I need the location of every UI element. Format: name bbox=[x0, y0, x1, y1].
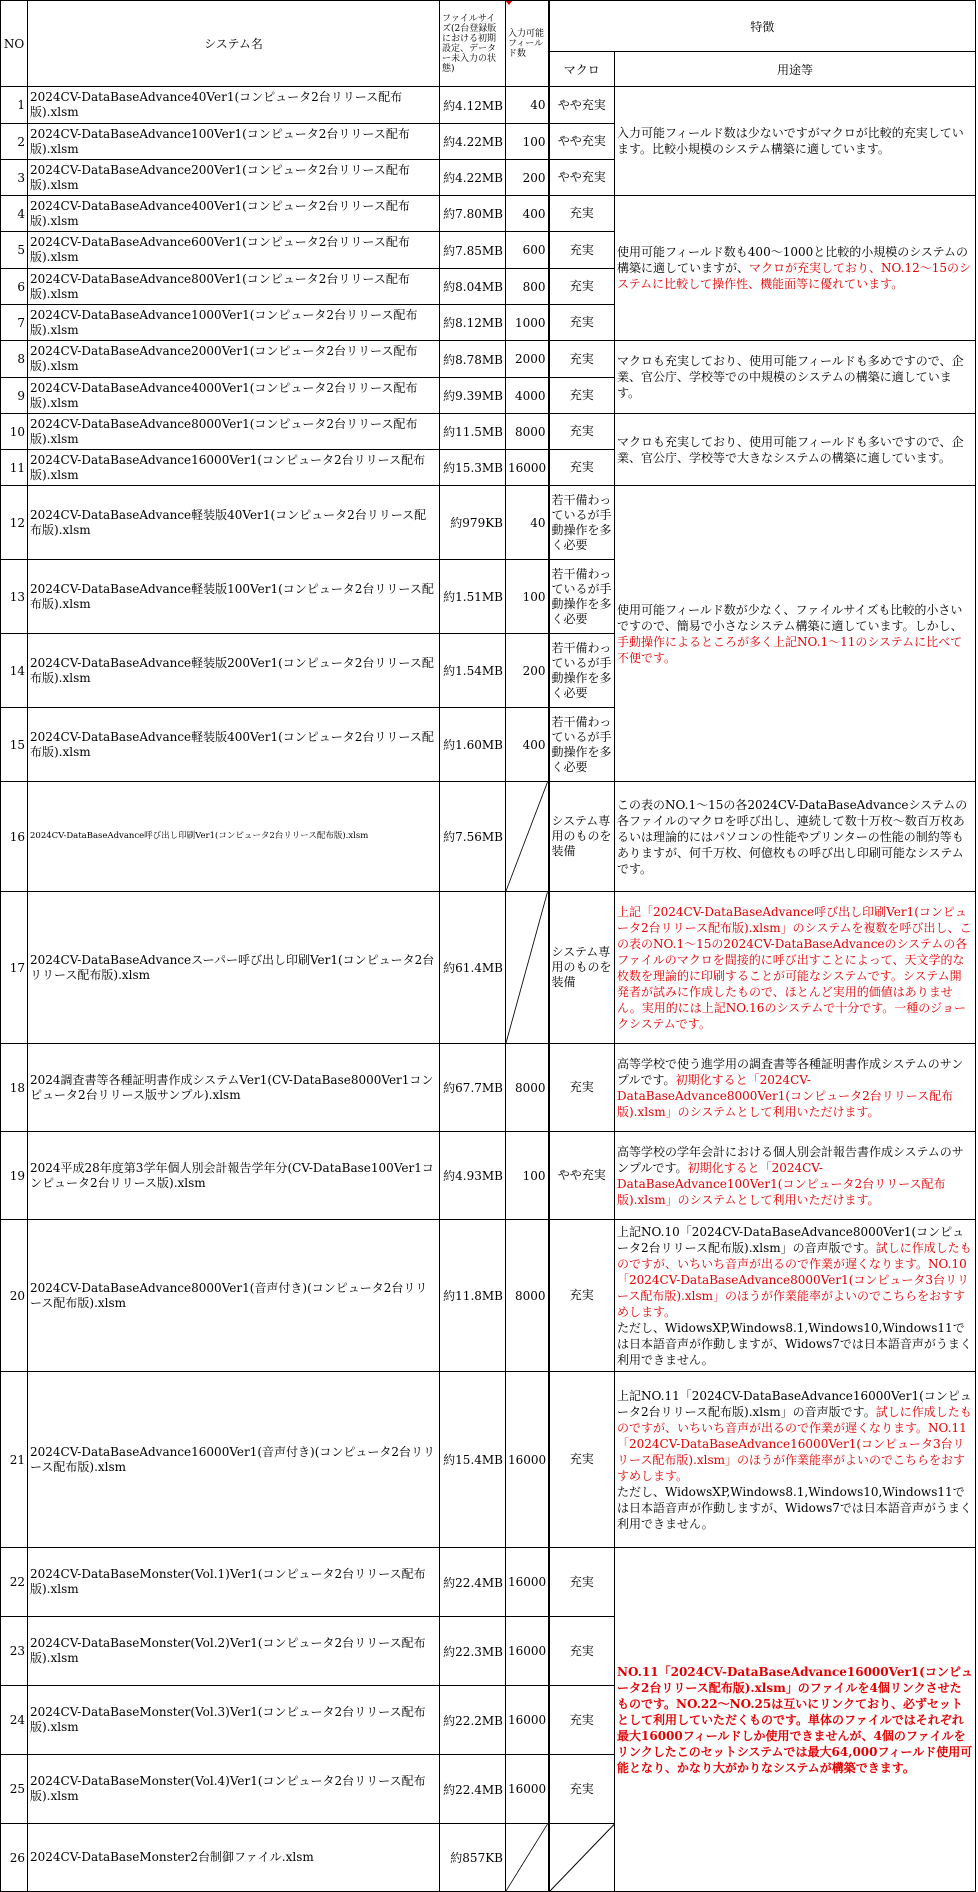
macro-level: 充実 bbox=[549, 1686, 615, 1755]
field-count: 200 bbox=[506, 160, 549, 196]
macro-level: 充実 bbox=[549, 1755, 615, 1824]
file-size: 約1.51MB bbox=[440, 560, 506, 634]
usage-row-21 bbox=[615, 1372, 976, 1548]
row-no: 9 bbox=[1, 378, 28, 414]
field-count: 8000 bbox=[506, 414, 549, 450]
system-name: 2024CV-DataBaseMonster(Vol.2)Ver1(コンピュータ2台リリース配布版).xlsm bbox=[28, 1617, 440, 1686]
usage-text: 高等学校で使う進学用の調査書等各種証明書作成システムのサンプルです。 bbox=[617, 1056, 964, 1087]
macro-level: 充実 bbox=[549, 414, 615, 450]
field-count: 16000 bbox=[506, 450, 549, 486]
usage-text: 上記NO.11「2024CV-DataBaseAdvance16000Ver1(コンピュータ2台リリース配布版).xlsm」の音声版です。 bbox=[617, 1388, 972, 1419]
row-no: 10 bbox=[1, 414, 28, 450]
macro-level: 充実 bbox=[549, 1220, 615, 1372]
system-name: 2024CV-DataBaseAdvance400Ver1(コンピュータ2台リリース配布版).xlsm bbox=[28, 196, 440, 232]
usage-group-5 bbox=[615, 486, 976, 782]
file-size: 約22.4MB bbox=[440, 1755, 506, 1824]
macro-level: 充実 bbox=[549, 305, 615, 341]
system-name: 2024CV-DataBaseAdvance1000Ver1(コンピュータ2台リリース配布版).xlsm bbox=[28, 305, 440, 341]
table-row bbox=[1, 414, 976, 450]
table-row bbox=[1, 486, 976, 560]
table-row bbox=[1, 892, 976, 1044]
field-count: 100 bbox=[506, 1132, 549, 1220]
field-count: 100 bbox=[506, 560, 549, 634]
table-row bbox=[1, 1044, 976, 1132]
system-name: 2024CV-DataBaseAdvance軽装版100Ver1(コンピュータ2台リリース配布版).xlsm bbox=[28, 560, 440, 634]
macro-level: 充実 bbox=[549, 1372, 615, 1548]
usage-note: ただし、WidowsXP,Windows8.1,Windows10,Windows11では日本語音声が作動しますが、Widows7では日本語音声がうまく利用できません。 bbox=[617, 1320, 972, 1367]
row-no: 14 bbox=[1, 634, 28, 708]
file-size: 約15.4MB bbox=[440, 1372, 506, 1548]
header-system-name: システム名 bbox=[28, 1, 440, 87]
usage-text: 使用可能フィールド数も400～1000と比較的小規模のシステムの構築に適していますが、 bbox=[617, 245, 969, 275]
usage-text: 高等学校の学年会計における個人別会計報告書作成システムのサンプルです。 bbox=[617, 1144, 964, 1175]
usage-row-19 bbox=[615, 1132, 976, 1220]
row-no: 19 bbox=[1, 1132, 28, 1220]
file-size: 約7.80MB bbox=[440, 196, 506, 232]
macro-level: やや充実 bbox=[549, 160, 615, 196]
row-no: 22 bbox=[1, 1548, 28, 1617]
macro-level: 充実 bbox=[549, 1548, 615, 1617]
row-no: 24 bbox=[1, 1686, 28, 1755]
system-name: 2024CV-DataBaseAdvance8000Ver1(音声付き)(コンピュータ2台リリース配布版).xlsm bbox=[28, 1220, 440, 1372]
row-no: 5 bbox=[1, 232, 28, 269]
file-size: 約979KB bbox=[440, 486, 506, 560]
file-size: 約4.22MB bbox=[440, 160, 506, 196]
field-count: 200 bbox=[506, 634, 549, 708]
file-size: 約11.8MB bbox=[440, 1220, 506, 1372]
system-name: 2024CV-DataBaseMonster(Vol.3)Ver1(コンピュータ2台リリース配布版).xlsm bbox=[28, 1686, 440, 1755]
row-no: 18 bbox=[1, 1044, 28, 1132]
file-size: 約857KB bbox=[440, 1824, 506, 1892]
file-size: 約22.2MB bbox=[440, 1686, 506, 1755]
row-no: 4 bbox=[1, 196, 28, 232]
field-count: 40 bbox=[506, 87, 549, 124]
field-count: 16000 bbox=[506, 1372, 549, 1548]
table-row bbox=[1, 1372, 976, 1548]
macro-level: 充実 bbox=[549, 341, 615, 378]
macro-level: 充実 bbox=[549, 378, 615, 414]
field-count-empty bbox=[506, 1824, 549, 1892]
field-count: 8000 bbox=[506, 1044, 549, 1132]
header-no: NO bbox=[1, 1, 28, 87]
file-size: 約22.3MB bbox=[440, 1617, 506, 1686]
field-count: 400 bbox=[506, 708, 549, 782]
macro-level: 充実 bbox=[549, 450, 615, 486]
file-size: 約61.4MB bbox=[440, 892, 506, 1044]
field-count: 16000 bbox=[506, 1755, 549, 1824]
field-count: 100 bbox=[506, 124, 549, 160]
field-count: 600 bbox=[506, 232, 549, 269]
file-size: 約15.3MB bbox=[440, 450, 506, 486]
table-row bbox=[1, 87, 976, 124]
macro-level: システム専用のものを装備 bbox=[549, 892, 615, 1044]
field-count: 1000 bbox=[506, 305, 549, 341]
file-size: 約1.54MB bbox=[440, 634, 506, 708]
usage-highlight: 試しに作成したものですが、いちいち音声が出るので作業が遅くなります。NO.11「2024CV-DataBaseAdvance16000Ver1(コンピュータ3台リリース配布版).xlsm」のほうが作業能率がよいのでこちらをおすすめします。 bbox=[617, 1404, 972, 1483]
row-no: 26 bbox=[1, 1824, 28, 1892]
system-name: 2024CV-DataBaseAdvance600Ver1(コンピュータ2台リリース配布版).xlsm bbox=[28, 232, 440, 269]
file-size: 約67.7MB bbox=[440, 1044, 506, 1132]
usage-group-4: マクロも充実しており、使用可能フィールドも多いですので、企業、官公庁、学校等で大きなシステムの構築に適しています。 bbox=[615, 414, 976, 486]
macro-level: 若干備わっているが手動操作を多く必要 bbox=[549, 634, 615, 708]
row-no: 16 bbox=[1, 782, 28, 892]
system-name: 2024CV-DataBaseAdvance軽装版40Ver1(コンピュータ2台リリース配布版).xlsm bbox=[28, 486, 440, 560]
row-no: 17 bbox=[1, 892, 28, 1044]
row-no: 23 bbox=[1, 1617, 28, 1686]
header-file-size: ファイルサイズ(2台登録版における初期設定、データー未入力の状態) bbox=[440, 1, 506, 87]
system-name: 2024CV-DataBaseAdvance16000Ver1(コンピュータ2台リリース配布版).xlsm bbox=[28, 450, 440, 486]
system-name: 2024CV-DataBaseAdvance軽装版200Ver1(コンピュータ2台リリース配布版).xlsm bbox=[28, 634, 440, 708]
field-count: 16000 bbox=[506, 1548, 549, 1617]
header-usage: 用途等 bbox=[615, 52, 976, 87]
system-name: 2024CV-DataBaseAdvance4000Ver1(コンピュータ2台リリース配布版).xlsm bbox=[28, 378, 440, 414]
system-name: 2024CV-DataBaseAdvance200Ver1(コンピュータ2台リリース配布版).xlsm bbox=[28, 160, 440, 196]
system-name: 2024CV-DataBaseAdvanceスーパー呼び出し印刷Ver1(コンピュータ2台リリース配布版).xlsm bbox=[28, 892, 440, 1044]
file-size: 約1.60MB bbox=[440, 708, 506, 782]
field-count: 8000 bbox=[506, 1220, 549, 1372]
row-no: 12 bbox=[1, 486, 28, 560]
file-size: 約8.12MB bbox=[440, 305, 506, 341]
system-name: 2024CV-DataBaseAdvance8000Ver1(コンピュータ2台リリース配布版).xlsm bbox=[28, 414, 440, 450]
field-count: 16000 bbox=[506, 1617, 549, 1686]
usage-highlight: 試しに作成したものですが、いちいち音声が出るので作業が遅くなります。NO.10「2024CV-DataBaseAdvance8000Ver1(コンピュータ3台リリース配布版).xlsm」のほうが作業能率がよいのでこちらをおすすめします。 bbox=[617, 1240, 972, 1319]
system-name: 2024CV-DataBaseAdvance軽装版400Ver1(コンピュータ2台リリース配布版).xlsm bbox=[28, 708, 440, 782]
field-count-empty bbox=[506, 892, 549, 1044]
system-name: 2024CV-DataBaseAdvance800Ver1(コンピュータ2台リリース配布版).xlsm bbox=[28, 269, 440, 305]
system-name: 2024CV-DataBaseAdvance16000Ver1(音声付き)(コンピュータ2台リリース配布版).xlsm bbox=[28, 1372, 440, 1548]
macro-level: 充実 bbox=[549, 232, 615, 269]
field-count: 16000 bbox=[506, 1686, 549, 1755]
system-name: 2024CV-DataBaseMonster(Vol.1)Ver1(コンピュータ2台リリース配布版).xlsm bbox=[28, 1548, 440, 1617]
macro-level: 若干備わっているが手動操作を多く必要 bbox=[549, 486, 615, 560]
file-size: 約8.78MB bbox=[440, 341, 506, 378]
table-row bbox=[1, 782, 976, 892]
table-row bbox=[1, 196, 976, 232]
table-row bbox=[1, 1132, 976, 1220]
macro-level: やや充実 bbox=[549, 87, 615, 124]
field-count: 40 bbox=[506, 486, 549, 560]
file-size: 約22.4MB bbox=[440, 1548, 506, 1617]
row-no: 1 bbox=[1, 87, 28, 124]
usage-group-3: マクロも充実しており、使用可能フィールドも多めですので、企業、官公庁、学校等での中規模のシステムの構築に適しています。 bbox=[615, 341, 976, 414]
macro-level: 充実 bbox=[549, 1044, 615, 1132]
usage-row-17: 上記「2024CV-DataBaseAdvance呼び出し印刷Ver1(コンピュータ2台リリース配布版).xlsm」のシステムを複数を呼び出し、この表のNO.1～15の2024CV-DataBaseAdvanceのシステムの各ファイルのマクロを間接的に呼び出すことによって、天文学的な枚数を理論的に印刷することが可能なシステムです。システム開発者が試みに作成したもので、ほとんど実用的価値はありません。実用的には上記NO.16のシステムで十分です。一種のジョークシステムです。 bbox=[615, 892, 976, 1044]
system-name: 2024調査書等各種証明書作成システムVer1(CV-DataBase8000Ver1コンピュータ2台リリース版サンプル).xlsm bbox=[28, 1044, 440, 1132]
usage-text: 使用可能フィールド数が少なく、ファイルサイズも比較的小さいですので、簡易で小さなシステム構築に適しています。しかし、 bbox=[617, 602, 963, 633]
system-name: 2024CV-DataBaseMonster2台制御ファイル.xlsm bbox=[28, 1824, 440, 1892]
usage-group-6: NO.11「2024CV-DataBaseAdvance16000Ver1(コンピュータ2台リリース配布版).xlsm」のファイルを4個リンクさせたものです。NO.22～NO.25は互いにリンクており、必ずセットとして利用していただくものです。単体のファイルではそれぞれ最大16000フィールドしか使用できませんが、4個のファイルをリンクしたこのセットシステムでは最大64,000フィールド使用可能となり、かなり大がかりなシステムが構築できます。 bbox=[615, 1548, 976, 1892]
macro-level: 若干備わっているが手動操作を多く必要 bbox=[549, 560, 615, 634]
system-name: 2024CV-DataBaseMonster(Vol.4)Ver1(コンピュータ2台リリース配布版).xlsm bbox=[28, 1755, 440, 1824]
file-size: 約8.04MB bbox=[440, 269, 506, 305]
usage-row-16: この表のNO.1～15の各2024CV-DataBaseAdvanceシステムの各ファイルのマクロを呼び出し、連続して数十万枚～数百万枚あるいは理論的にはパソコンの性能やプリンターの性能の制約等もありますが、何千万枚、何億枚もの呼び出し印刷可能なシステムです。 bbox=[615, 782, 976, 892]
row-no: 3 bbox=[1, 160, 28, 196]
field-count: 2000 bbox=[506, 341, 549, 378]
row-no: 13 bbox=[1, 560, 28, 634]
row-no: 21 bbox=[1, 1372, 28, 1548]
header-features: 特徴 bbox=[549, 1, 976, 52]
field-count: 4000 bbox=[506, 378, 549, 414]
table-row bbox=[1, 1548, 976, 1617]
row-no: 6 bbox=[1, 269, 28, 305]
header-input-fields: 入力可能フィールド数 bbox=[506, 1, 549, 87]
usage-text: 上記NO.10「2024CV-DataBaseAdvance8000Ver1(コンピュータ2台リリース配布版).xlsm」の音声版です。 bbox=[617, 1224, 965, 1255]
macro-level: 充実 bbox=[549, 269, 615, 305]
usage-highlight: 手動操作によるところが多く上記NO.1～11のシステムに比べて不便です。 bbox=[617, 634, 963, 665]
usage-row-20 bbox=[615, 1220, 976, 1372]
usage-row-18 bbox=[615, 1044, 976, 1132]
usage-group-1: 入力可能フィールド数は少ないですがマクロが比較的充実しています。比較小規模のシステム構築に適しています。 bbox=[615, 87, 976, 196]
usage-group-2 bbox=[615, 196, 976, 341]
macro-level: 若干備わっているが手動操作を多く必要 bbox=[549, 708, 615, 782]
usage-highlight: 初期化すると「2024CV-DataBaseAdvance8000Ver1(コンピュータ2台リリース配布版).xlsm」のシステムとして利用いただけます。 bbox=[617, 1072, 954, 1119]
row-no: 11 bbox=[1, 450, 28, 486]
row-no: 15 bbox=[1, 708, 28, 782]
field-count: 400 bbox=[506, 196, 549, 232]
system-name: 2024CV-DataBaseAdvance2000Ver1(コンピュータ2台リリース配布版).xlsm bbox=[28, 341, 440, 378]
macro-level: やや充実 bbox=[549, 124, 615, 160]
file-size: 約4.12MB bbox=[440, 87, 506, 124]
macro-level: やや充実 bbox=[549, 1132, 615, 1220]
system-name: 2024CV-DataBaseAdvance40Ver1(コンピュータ2台リリース配布版).xlsm bbox=[28, 87, 440, 124]
file-size: 約4.22MB bbox=[440, 124, 506, 160]
macro-level: システム専用のものを装備 bbox=[549, 782, 615, 892]
field-count: 800 bbox=[506, 269, 549, 305]
system-name: 2024CV-DataBaseAdvance100Ver1(コンピュータ2台リリース配布版).xlsm bbox=[28, 124, 440, 160]
file-size: 約9.39MB bbox=[440, 378, 506, 414]
file-size: 約7.85MB bbox=[440, 232, 506, 269]
row-no: 8 bbox=[1, 341, 28, 378]
table-row bbox=[1, 1220, 976, 1372]
row-no: 20 bbox=[1, 1220, 28, 1372]
header-macro: マクロ bbox=[549, 52, 615, 87]
macro-level-empty bbox=[549, 1824, 615, 1892]
row-no: 25 bbox=[1, 1755, 28, 1824]
field-count-empty bbox=[506, 782, 549, 892]
usage-highlight: 初期化すると「2024CV-DataBaseAdvance100Ver1(コンピュータ2台リリース配布版).xlsm」のシステムとして利用いただけます。 bbox=[617, 1160, 946, 1207]
macro-level: 充実 bbox=[549, 1617, 615, 1686]
file-size: 約7.56MB bbox=[440, 782, 506, 892]
usage-highlight: マクロが充実しており、NO.12～15のシステムに比較して操作性、機能面等に優れています。 bbox=[617, 261, 972, 291]
row-no: 7 bbox=[1, 305, 28, 341]
system-name: 2024CV-DataBaseAdvance呼び出し印刷Ver1(コンピュータ2台リリース配布版).xlsm bbox=[28, 782, 440, 892]
file-size: 約4.93MB bbox=[440, 1132, 506, 1220]
table-row bbox=[1, 341, 976, 378]
file-size: 約11.5MB bbox=[440, 414, 506, 450]
row-no: 2 bbox=[1, 124, 28, 160]
usage-note: ただし、WidowsXP,Windows8.1,Windows10,Windows11では日本語音声が作動しますが、Widows7では日本語音声がうまく利用できません。 bbox=[617, 1484, 972, 1531]
macro-level: 充実 bbox=[549, 196, 615, 232]
system-name: 2024平成28年度第3学年個人別会計報告学年分(CV-DataBase100Ver1コンピュータ2台リリース版).xlsm bbox=[28, 1132, 440, 1220]
